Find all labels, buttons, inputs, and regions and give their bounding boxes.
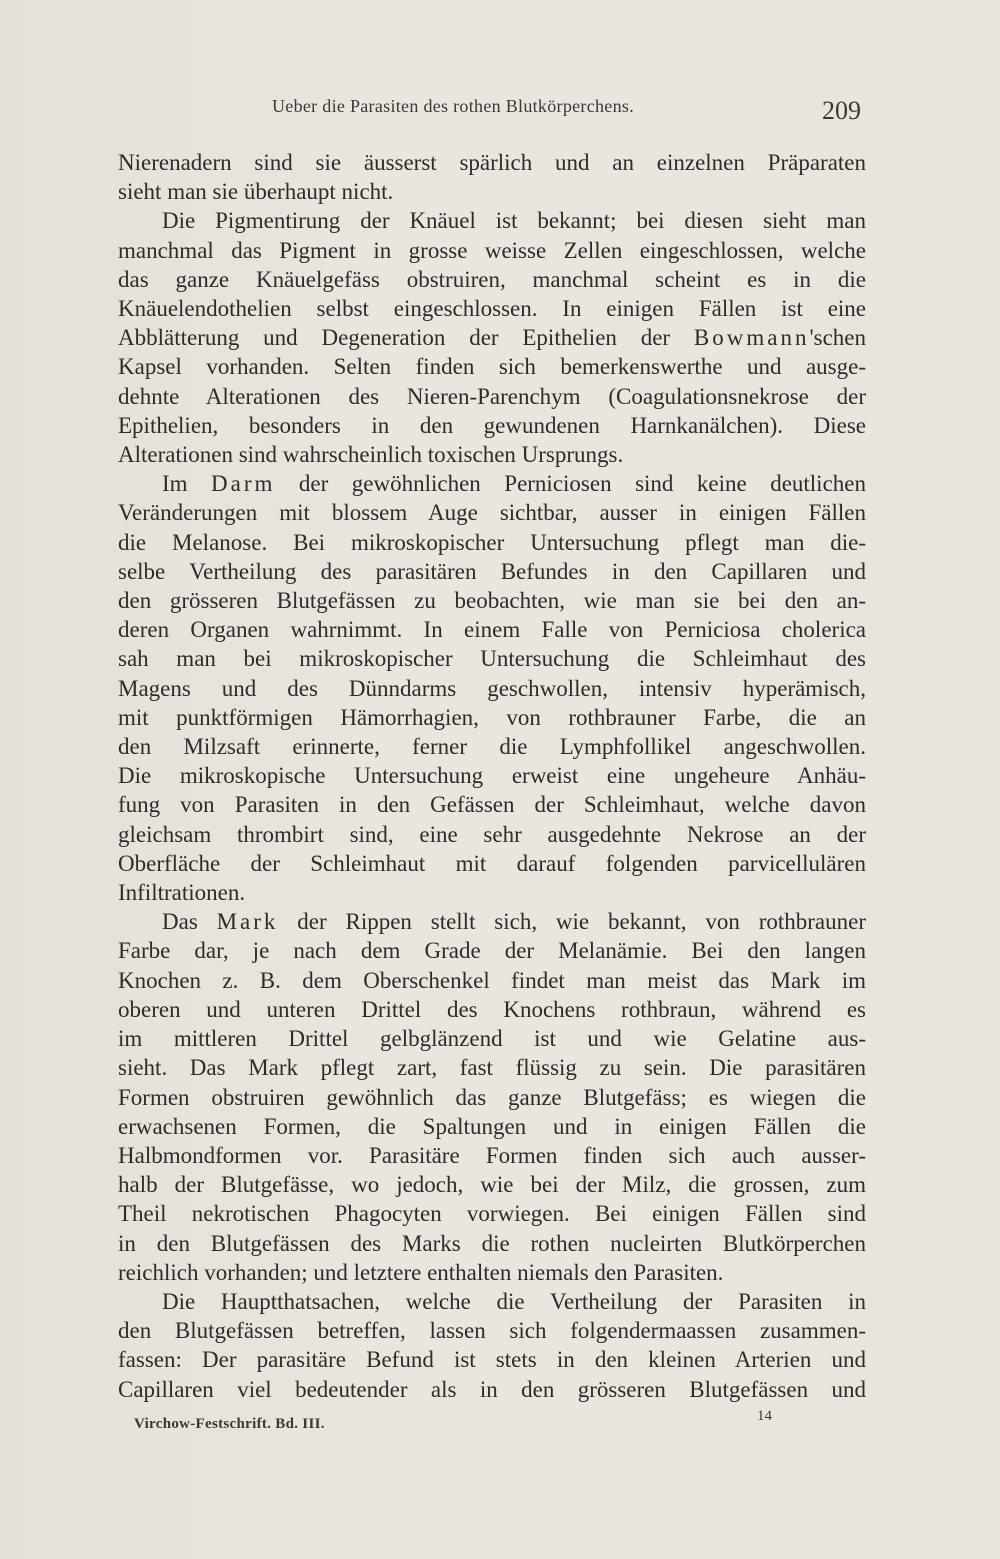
text-line: sah man bei mikroskopischer Untersuchung die Schleimhaut des bbox=[118, 646, 866, 672]
text-line: halb der Blutgefässe, wo jedoch, wie bei der Milz, die grossen, zum bbox=[118, 1172, 866, 1198]
text-line: Die mikroskopische Untersuchung erweist eine ungeheure Anhäu- bbox=[118, 763, 866, 789]
spaced-term: Mark bbox=[216, 909, 279, 935]
text-line: oberen und unteren Drittel des Knochens rothbraun, während es bbox=[118, 996, 866, 1022]
text-line: Magens und des Dünndarms geschwollen, intensiv hyperämisch, bbox=[118, 675, 866, 701]
text-segment: Abblätterung und Degeneration der Epithelien der bbox=[118, 325, 694, 351]
text-line: dehnte Alterationen des Nieren-Parenchym (Coagulationsnekrose der bbox=[118, 383, 866, 409]
text-segment: 'schen bbox=[809, 325, 866, 351]
text-line: manchmal das Pigment in grosse weisse Zellen eingeschlossen, welche bbox=[118, 237, 866, 263]
text-line: Knochen z. B. dem Oberschenkel findet man meist das Mark im bbox=[118, 967, 866, 993]
spaced-term: Bowmann bbox=[693, 325, 810, 351]
text-line: den Milzsaft erinnerte, ferner die Lymphfollikel angeschwollen. bbox=[118, 734, 866, 760]
text-line: sieht. Das Mark pflegt zart, fast flüssig zu sein. Die parasitären bbox=[118, 1055, 866, 1081]
text-line: Alterationen sind wahrscheinlich toxischen Ursprungs. bbox=[118, 442, 624, 468]
text-line: Knäuelendothelien selbst eingeschlossen. In einigen Fällen ist eine bbox=[118, 296, 866, 322]
text-line: Infiltrationen. bbox=[118, 880, 246, 906]
text-line: Oberfläche der Schleimhaut mit darauf folgenden parvicellulären bbox=[118, 850, 866, 876]
sheet-number: 14 bbox=[757, 1408, 772, 1424]
text-line: Epithelien, besonders in den gewundenen Harnkanälchen). Diese bbox=[118, 412, 866, 438]
text-segment: der Rippen stellt sich, wie bekannt, von rothbrauner bbox=[278, 909, 866, 935]
text-line: Kapsel vorhanden. Selten finden sich bemerkenswerthe und ausge- bbox=[118, 354, 866, 380]
text-line: fung von Parasiten in den Gefässen der Schleimhaut, welche davon bbox=[118, 792, 866, 818]
text-line bbox=[118, 469, 866, 498]
text-segment: der gewöhnlichen Perniciosen sind keine deutlichen bbox=[275, 471, 866, 497]
text-line: das ganze Knäuelgefäss obstruiren, manchmal scheint es in die bbox=[118, 266, 866, 292]
text-line: selbe Vertheilung des parasitären Befundes in den Capillaren und bbox=[118, 558, 866, 584]
text-line: die Melanose. Bei mikroskopischer Untersuchung pflegt man die- bbox=[118, 529, 866, 555]
text-line: den grösseren Blutgefässen zu beobachten, wie man sie bei den an- bbox=[118, 588, 866, 614]
text-line: erwachsenen Formen, die Spaltungen und in einigen Fällen die bbox=[118, 1113, 866, 1139]
text-line: sieht man sie überhaupt nicht. bbox=[118, 179, 394, 205]
text-line: Die Pigmentirung der Knäuel ist bekannt; bei diesen sieht man bbox=[162, 208, 866, 234]
page-number: 209 bbox=[822, 96, 861, 125]
text-line bbox=[118, 907, 866, 936]
text-line: Halbmondformen vor. Parasitäre Formen finden sich auch ausser- bbox=[118, 1142, 866, 1168]
text-segment: Im bbox=[162, 471, 212, 497]
text-line: fassen: Der parasitäre Befund ist stets in den kleinen Arterien und bbox=[118, 1347, 866, 1373]
text-line: Farbe dar, je nach dem Grade der Melanämie. Bei den langen bbox=[118, 938, 866, 964]
text-line: Formen obstruiren gewöhnlich das ganze Blutgefäss; es wiegen die bbox=[118, 1084, 866, 1110]
text-line: Capillaren viel bedeutender als in den grösseren Blutgefässen und bbox=[118, 1376, 866, 1402]
text-segment: Das bbox=[162, 909, 217, 935]
body-text bbox=[118, 148, 866, 1404]
text-line: gleichsam thrombirt sind, eine sehr ausgedehnte Nekrose an der bbox=[118, 821, 866, 847]
text-line: Nierenadern sind sie äusserst spärlich und an einzelnen Präparaten bbox=[118, 150, 866, 175]
spaced-term: Darm bbox=[211, 471, 276, 497]
running-title: Ueber die Parasiten des rothen Blutkörperchens. bbox=[272, 96, 634, 116]
text-line: Theil nekrotischen Phagocyten vorwiegen. Bei einigen Fällen sind bbox=[118, 1201, 866, 1227]
text-line bbox=[118, 323, 866, 352]
text-line: reichlich vorhanden; und letztere enthalten niemals den Parasiten. bbox=[118, 1259, 724, 1285]
text-line: Die Hauptthatsachen, welche die Vertheilung der Parasiten in bbox=[162, 1288, 866, 1314]
text-line: mit punktförmigen Hämorrhagien, von rothbrauner Farbe, die an bbox=[118, 704, 866, 730]
text-line: deren Organen wahrnimmt. In einem Falle von Perniciosa cholerica bbox=[118, 617, 866, 643]
text-line: Veränderungen mit blossem Auge sichtbar, ausser in einigen Fällen bbox=[118, 500, 866, 526]
text-line: den Blutgefässen betreffen, lassen sich folgendermaassen zusammen- bbox=[118, 1318, 866, 1344]
footer-signature: Virchow-Festschrift. Bd. III. bbox=[134, 1416, 325, 1432]
text-line: im mittleren Drittel gelbglänzend ist und wie Gelatine aus- bbox=[118, 1026, 866, 1052]
text-line: in den Blutgefässen des Marks die rothen nucleirten Blutkörperchen bbox=[118, 1230, 866, 1256]
